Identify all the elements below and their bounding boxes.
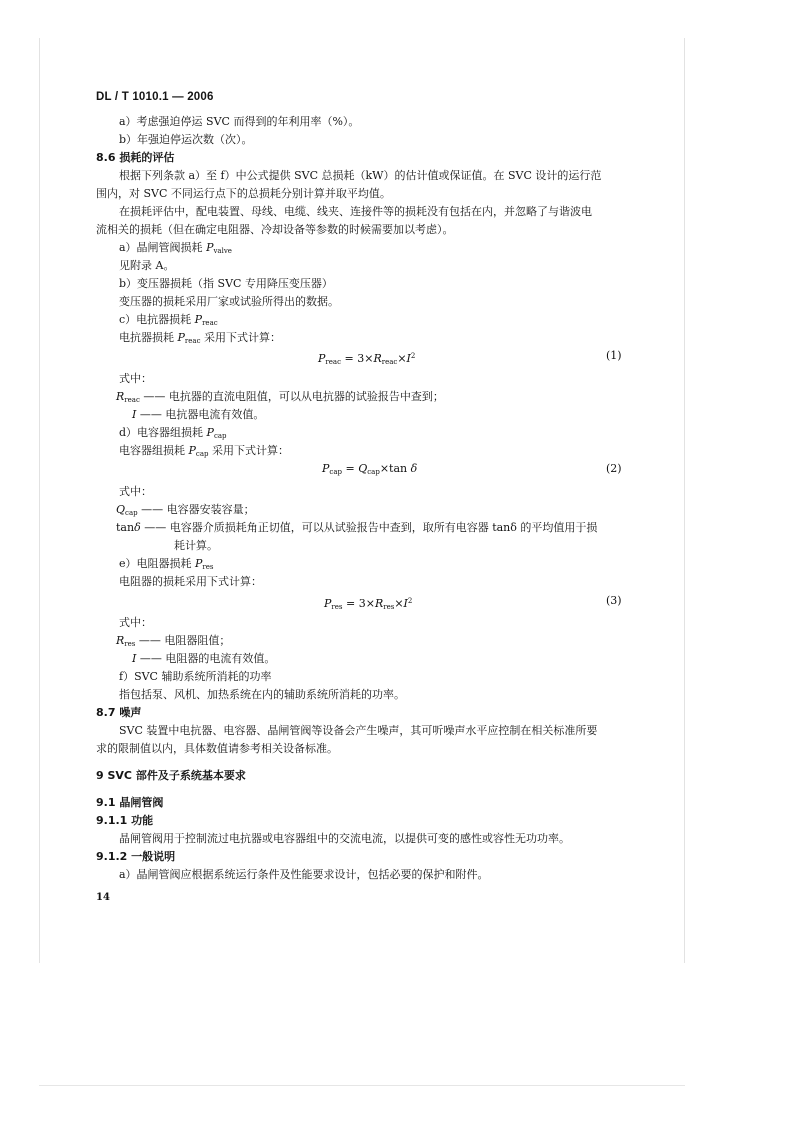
symbol: P [206,426,214,439]
operator: × [379,462,390,475]
text-line: 在损耗评估中，配电装置、母线、电缆、线夹、连接件等的损耗没有包括在内，并忽略了与谐波电 [119,205,592,218]
text-line: 求的限制值以内，具体数值请参考相关设备标准。 [96,742,338,755]
page-right-edge [684,38,685,963]
symbol: R [116,390,125,403]
section-heading-9-1: 9.1 晶闸管阀 [96,796,164,809]
text-line: 根据下列条款 a）至 f）中公式提供 SVC 总损耗（kW）的估计值或保证值。在 SVC 设计的运行范 [119,169,602,182]
equation-1 [318,349,415,369]
text: 采用下式计算： [204,331,281,344]
text: 电抗器损耗 [119,331,174,344]
item-b-transformer-loss: b）变压器损耗（指 SVC 专用降压变压器） [119,277,333,290]
subscript: res [202,563,214,571]
equation-number-1: (1) [606,349,622,362]
text-line: 变压器的损耗采用厂家或试验所得出的数据。 [119,295,339,308]
dash: —— [139,652,162,665]
capacitor-formula-intro [119,444,289,461]
definition-text: 电阻器的电流有效值。 [165,652,276,665]
symbol: P [318,352,326,365]
chapter-heading-9: 9 SVC 部件及子系统基本要求 [96,769,246,782]
definition-text: 电阻器阻值； [164,634,231,647]
subscript: reac [325,358,341,366]
section-heading-8-6: 8.6 损耗的评估 [96,151,175,164]
symbol: δ [410,462,418,475]
subscript: cap [329,468,342,476]
subscript: reac [202,319,218,327]
item-d-capacitor-loss [119,426,227,443]
subscript: cap [195,450,209,458]
symbol: P [206,241,214,254]
symbol: I [406,352,411,365]
operator: = [344,352,354,365]
equation-2 [322,462,417,479]
definition-text: 电抗器的直流电阻值，可以从电抗器的试验报告中查到； [168,390,444,403]
text-line: 式中： [119,372,152,385]
symbol: R [374,597,384,610]
definition-tan-delta [116,521,597,535]
symbol: P [195,557,203,570]
symbol: P [322,462,330,475]
definition-R-reac [116,390,444,407]
item-e-resistor-loss [119,557,214,574]
symbol: P [177,331,185,344]
operator: = [346,597,356,610]
superscript: 2 [407,597,413,605]
text-line: 晶闸管阀用于控制流过电抗器或电容器组中的交流电流，以提供可变的感性或容性无功功率。 [119,832,570,845]
symbol: I [403,597,408,610]
text-line: 指包括泵、风机、加热系统在内的辅助系统所消耗的功率。 [119,688,405,701]
section-heading-8-7: 8.7 噪声 [96,706,142,719]
page-number: 14 [96,892,110,903]
symbol: δ [134,521,141,534]
symbol: Q [358,462,368,475]
dash: —— [138,634,161,647]
subscript: res [383,603,395,611]
subscript: res [124,640,136,648]
text: 采用下式计算： [211,444,289,457]
text-line: 电阻器的损耗采用下式计算： [119,575,262,588]
text: 电容器组损耗 [119,444,185,457]
text-line: a）晶闸管阀应根据系统运行条件及性能要求设计，包括必要的保护和附件。 [119,868,489,881]
definition-text: 电容器安装容量； [166,503,255,516]
subscript: cap [367,468,380,476]
text-line: a）考虑强迫停运 SVC 而得到的年利用率（%）。 [119,115,360,128]
operator: × [397,352,407,365]
item-a-valve-loss [119,241,232,258]
text-line: b）年强迫停运次数（次）。 [119,133,253,146]
dash: —— [141,503,164,516]
standard-code-header: DL / T 1010.1 — 2006 [96,91,214,103]
item-c-reactor-loss [119,313,218,330]
definition-Q-cap [116,503,255,520]
subscript: reac [184,337,201,345]
dash: —— [144,521,167,534]
subscript: cap [213,432,227,440]
symbol: P [324,597,332,610]
text-line: 式中： [119,485,152,498]
symbol: I [132,408,137,421]
page-bottom-edge [39,1085,685,1086]
symbol: R [373,352,382,365]
definition-I [132,408,264,422]
equation-number-3: (3) [606,594,622,607]
number: 3 [358,597,366,610]
subscript: reac [381,358,398,366]
subscript: cap [125,509,138,517]
operator: × [394,597,404,610]
operator: = [345,462,355,475]
dash: —— [139,408,162,421]
symbol: P [194,313,203,326]
symbol: R [116,634,125,647]
superscript: 2 [410,352,416,360]
section-heading-9-1-2: 9.1.2 一般说明 [96,850,176,863]
text-line: 见附录 A。 [119,259,175,272]
definition-text: 电抗器电流有效值。 [165,408,265,421]
equation-3 [324,594,412,614]
item-label: e）电阻器损耗 [119,557,192,570]
subscript: valve [213,247,232,255]
section-heading-9-1-1: 9.1.1 功能 [96,814,154,827]
text-line: 围内，对 SVC 不同运行点下的总损耗分别计算并取平均值。 [96,187,391,200]
operator: × [365,597,375,610]
text-line: 流相关的损耗（但在确定电阻器、冷却设备等参数的时候需要加以考虑）。 [96,223,454,236]
item-label: d）电容器组损耗 [119,426,204,439]
text-line: 式中： [119,616,152,629]
subscript: reac [124,396,140,404]
page-left-edge [39,38,40,963]
definition-text: 电容器介质损耗角正切值，可以从试验报告中查到，取所有电容器 tanδ 的平均值用于损 [169,521,598,534]
text-line: SVC 装置中电抗器、电容器、晶闸管阀等设备会产生噪声，其可听噪声水平应控制在相关标准所要 [119,724,598,737]
symbol: I [132,652,137,665]
operator: × [364,352,374,365]
equation-number-2: (2) [606,462,622,475]
text-line: 耗计算。 [174,539,218,552]
item-label: c）电抗器损耗 [119,313,192,326]
function: tan [116,521,135,534]
item-f-aux-power: f）SVC 辅助系统所消耗的功率 [119,670,272,683]
function: tan [389,462,408,475]
item-label: a）晶闸管阀损耗 [119,241,203,254]
reactor-formula-intro [119,331,281,348]
dash: —— [143,390,166,403]
symbol: Q [116,503,126,516]
number: 3 [357,352,365,365]
definition-I-res [132,652,275,666]
symbol: P [188,444,196,457]
subscript: res [331,603,343,611]
definition-R-res [116,634,230,651]
